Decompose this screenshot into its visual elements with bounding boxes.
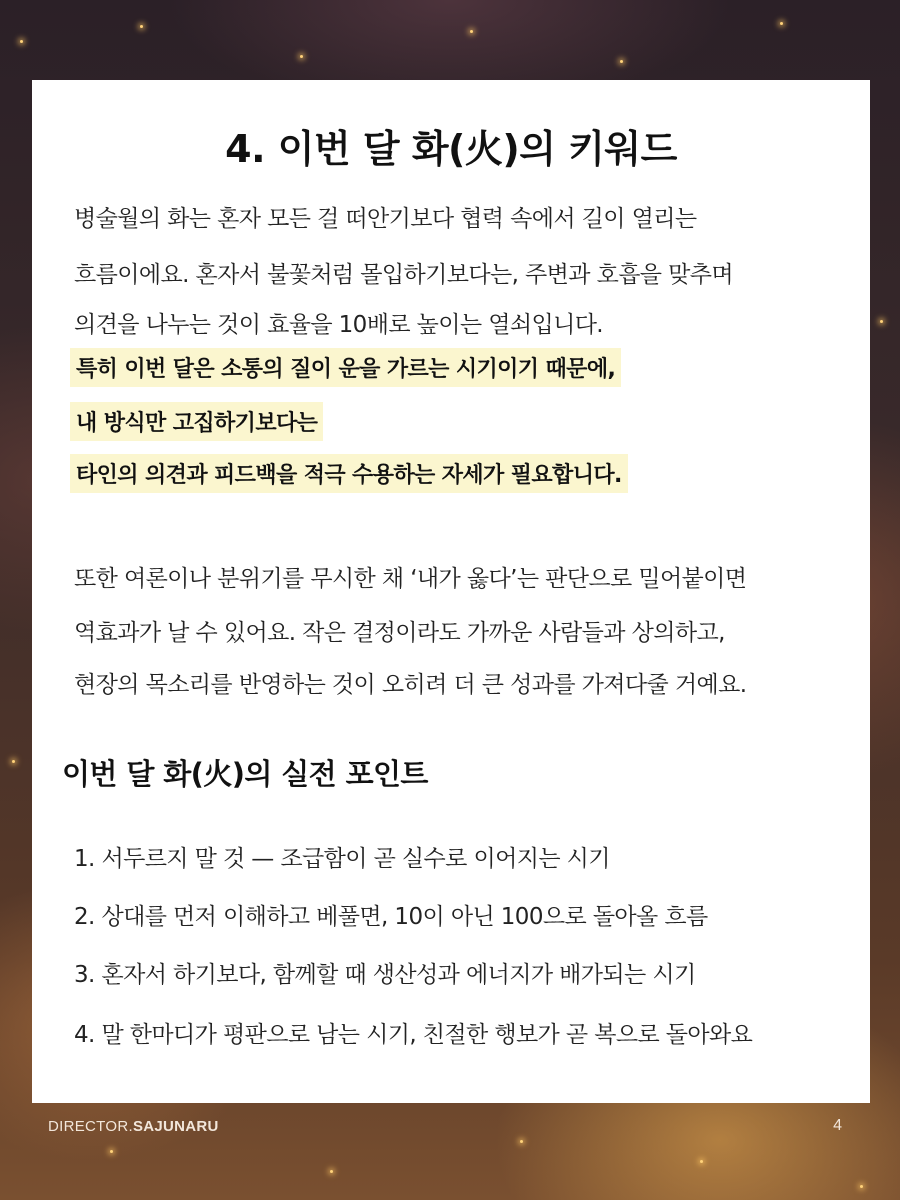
footer-brand-prefix: DIRECTOR.: [48, 1118, 133, 1135]
second-line-2: 역효과가 날 수 있어요. 작은 결정이라도 가까운 사람들과 상의하고,: [74, 620, 725, 646]
background-sparkle: [110, 1150, 113, 1153]
highlight-line-3: 타인의 의견과 피드백을 적극 수용하는 자세가 필요합니다.: [70, 454, 628, 493]
background-sparkle: [140, 25, 143, 28]
background-sparkle: [780, 22, 783, 25]
intro-line-2: 흐름이에요. 혼자서 불꽃처럼 몰입하기보다는, 주변과 호흡을 맞추며: [74, 262, 733, 288]
background-sparkle: [860, 1185, 863, 1188]
highlight-line-2: 내 방식만 고집하기보다는: [70, 402, 323, 441]
points-heading: 이번 달 화(火)의 실전 포인트: [62, 757, 428, 791]
second-line-1: 또한 여론이나 분위기를 무시한 채 ‘내가 옳다’는 판단으로 밀어붙이면: [74, 566, 747, 592]
background-sparkle: [12, 760, 15, 763]
background-sparkle: [300, 55, 303, 58]
background-sparkle: [620, 60, 623, 63]
background-sparkle: [520, 1140, 523, 1143]
intro-line-3: 의견을 나누는 것이 효율을 10배로 높이는 열쇠입니다.: [74, 312, 604, 338]
point-item-4: 4. 말 한마디가 평판으로 남는 시기, 친절한 행보가 곧 복으로 돌아와요: [74, 1022, 753, 1048]
background-sparkle: [700, 1160, 703, 1163]
footer-brand-name: SAJUNARU: [132, 1118, 219, 1135]
point-item-3: 3. 혼자서 하기보다, 함께할 때 생산성과 에너지가 배가되는 시기: [74, 962, 696, 988]
page-title: 4. 이번 달 화(火)의 키워드: [225, 127, 677, 171]
intro-line-1: 병술월의 화는 혼자 모든 걸 떠안기보다 협력 속에서 길이 열리는: [74, 206, 697, 232]
background-sparkle: [20, 40, 23, 43]
background-sparkle: [330, 1170, 333, 1173]
page-number: 4: [833, 1117, 842, 1134]
second-line-3: 현장의 목소리를 반영하는 것이 오히려 더 큰 성과를 가져다줄 거예요.: [74, 672, 747, 698]
footer-brand: [48, 1118, 219, 1135]
point-item-2: 2. 상대를 먼저 이해하고 베풀면, 10이 아닌 100으로 돌아올 흐름: [74, 904, 708, 930]
background-sparkle: [880, 320, 883, 323]
highlight-line-1: 특히 이번 달은 소통의 질이 운을 가르는 시기이기 때문에,: [70, 348, 621, 387]
background-sparkle: [470, 30, 473, 33]
content-card: [32, 80, 870, 1103]
point-item-1: 1. 서두르지 말 것 — 조급함이 곧 실수로 이어지는 시기: [74, 846, 610, 872]
